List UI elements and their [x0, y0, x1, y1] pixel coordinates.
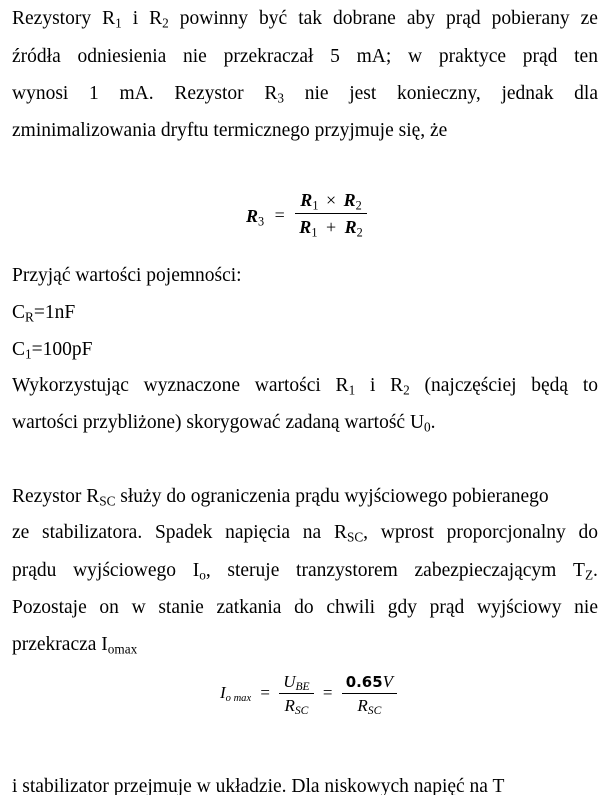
- paragraph3-line4: Pozostaje on w stanie zatkania do chwili gdy prąd wyjściowy nie: [12, 597, 598, 618]
- paragraph3-line1: Rezystor $R_{SC}$ służy do ograniczenia prądu wyjściowego pobieranego: [12, 486, 549, 509]
- paragraph3-line2: ze stabilizatora. Spadek napięcia na $R_{SC}$, wprost proporcjonalny do: [12, 522, 598, 545]
- paragraph3-line5: przekracza $I_{omax}$: [12, 634, 138, 657]
- paragraph1-line1: Rezystory $R_1$ i $R_2$ powinny być tak dobrane aby prąd pobierany ze: [12, 8, 598, 31]
- formula-iomax-fraction1: $\frac{U_{BE}}{R_{SC}}$: [279, 672, 313, 716]
- capacitance-intro: Przyjąć wartości pojemności:: [12, 265, 242, 286]
- formula-r3: $R_3$ = $\frac{R_1 \times R_2}{R_1 + R_2}$: [246, 194, 367, 242]
- paragraph2-line2: wartości przybliżone) skorygować zadaną wartość $U_0$.: [12, 412, 436, 435]
- paragraph1-line3: wynosi 1 mA. Rezystor $R_3$ nie jest konieczny, jednak dla: [12, 83, 598, 106]
- paragraph3-line3: prądu wyjściowego $I_o$, steruje tranzystorem zabezpieczającym $T_Z$.: [12, 560, 598, 583]
- formula-r3-fraction: [295, 190, 366, 238]
- paragraph1-line2: źródła odniesienia nie przekraczał 5 mA; w praktyce prąd ten: [12, 46, 598, 67]
- formula-iomax-fraction2: $\frac{0.65V}{R_{SC}}$: [342, 672, 397, 716]
- capacitance-c1: $C_1=100pF$: [12, 339, 93, 362]
- formula-r3-denominator: $R_1 + R_2$: [299, 217, 363, 240]
- formula-iomax: $I_{o max}$ = $\frac{U_{BE}}{R_{SC}}$ = $\frac{0.65V}{R_{SC}}$: [220, 672, 397, 716]
- paragraph1-line4: zminimalizowania dryftu termicznego przyjmuje się, że: [12, 120, 448, 141]
- cutoff-line: i stabilizator przejmuje w układzie. Dla niskowych napięć na T: [12, 776, 505, 795]
- paragraph2-line1: Wykorzystując wyznaczone wartości $R_1$ i $R_2$ (najczęściej będą to: [12, 375, 598, 398]
- capacitance-cr: $C_R=1nF$: [12, 302, 76, 325]
- formula-r3-numerator: $R_1 \times R_2$: [295, 190, 366, 214]
